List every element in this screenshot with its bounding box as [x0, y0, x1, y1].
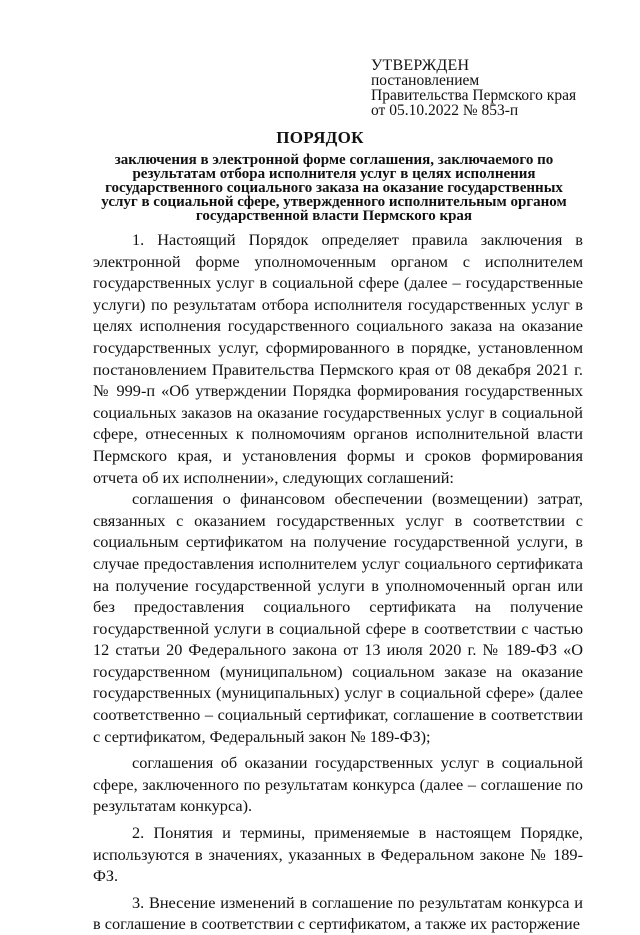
paragraph-5: 3. Внесение изменений в соглашение по результатам конкурса и в соглашение в соответствии с сертификатом, а также их расторжение	[93, 892, 583, 934]
approval-stamp-block	[371, 58, 611, 118]
paragraph-4: 2. Понятия и термины, применяемые в настоящем Порядке, используются в значениях, указанных в Федеральном законе № 189-ФЗ.	[93, 823, 583, 886]
approval-line-decree: постановлением	[371, 72, 480, 89]
approval-line-government: Правительства Пермского края	[371, 87, 577, 104]
approved-heading: УТВЕРЖДЕН	[371, 57, 470, 74]
document-body	[93, 229, 583, 935]
paragraph-1: 1. Настоящий Порядок определяет правила заключения в электронной форме уполномоченным органом с исполнителем государственных услуг в социальной сфере (далее – государственные услуги) по результатам отбора исполнителя государственных услуг в целях исполнения государственного социального заказа на оказание государственных услуг, сформированного в порядке, установленном постановлением Правительства Пермского края от 08 декабря 2021 г. № 999-п «Об утверждении Порядка формирования государственных социальных заказов на оказание государственных услуг в социальной сфере, отнесенных к полномочиям органов исполнительной власти Пермского края, и установления формы и сроков формирования отчета об их исполнении», следующих соглашений:	[93, 230, 583, 487]
paragraph-2: соглашения о финансовом обеспечении (возмещении) затрат, связанных с оказанием государственных услуг в соответствии с социальным сертификатом на получение государственной услуги, в случае предоставления исполнителем услуг социального сертификата на получение государственной услуги в уполномоченный орган или без предоставления социального сертификата на получение государственной услуги в социальной сфере в соответствии с частью 12 статьи 20 Федерального закона от 13 июля 2020 г. № 189-ФЗ «О государственном (муниципальном) социальном заказе на оказание государственных (муниципальных) услуг в социальной сфере» (далее соответственно – социальный сертификат, соглашение в соответствии с сертификатом, Федеральный закон № 189-ФЗ);	[93, 489, 583, 746]
document-title: ПОРЯДОК	[276, 128, 364, 147]
approval-line-date-number: от 05.10.2022 № 853-п	[371, 102, 519, 119]
document-subtitle: заключения в электронной форме соглашения, заключаемого по результатам отбора исполнителя услуг в целях исполнения государственного социального заказа на оказание государственных услуг в социальной сфере, утвержденного исполнительным органом государственной власти Пермского края	[101, 152, 567, 224]
paragraph-3: соглашения об оказании государственных услуг в социальной сфере, заключенного по результатам конкурса (далее – соглашение по результатам конкурса).	[93, 753, 583, 816]
